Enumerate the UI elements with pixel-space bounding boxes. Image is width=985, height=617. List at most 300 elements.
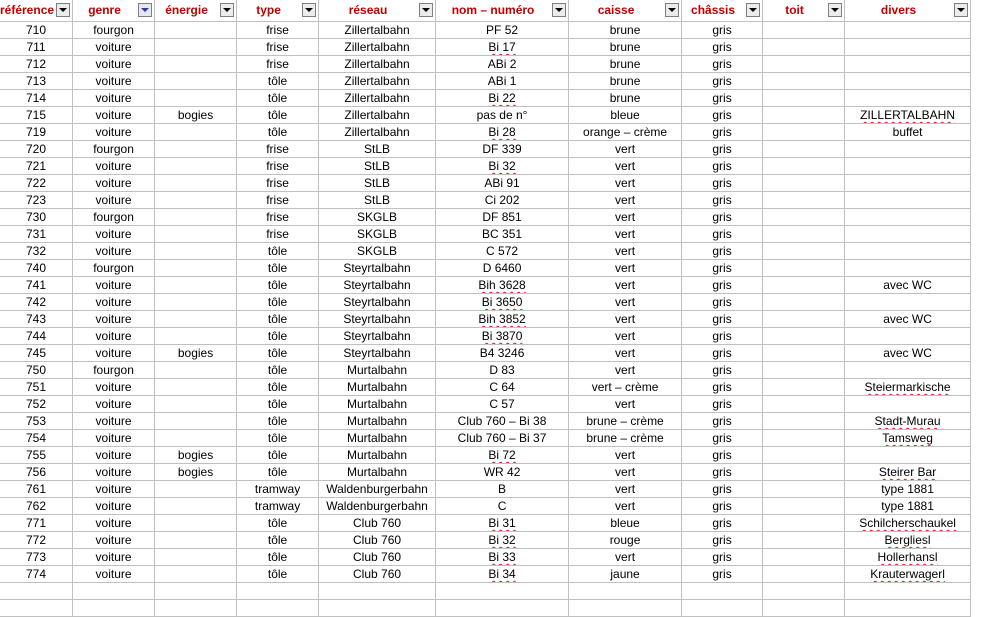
- cell-reseau[interactable]: Murtalbahn: [319, 447, 436, 464]
- empty-cell[interactable]: [682, 600, 763, 617]
- cell-reseau[interactable]: SKGLB: [319, 243, 436, 260]
- cell-caisse[interactable]: rouge: [569, 532, 682, 549]
- cell-chassis[interactable]: gris: [682, 532, 763, 549]
- cell-energie[interactable]: [155, 158, 237, 175]
- cell-reseau[interactable]: StLB: [319, 175, 436, 192]
- cell-energie[interactable]: [155, 141, 237, 158]
- cell-type[interactable]: tôle: [237, 328, 319, 345]
- filter-dropdown-icon[interactable]: [419, 3, 433, 17]
- cell-genre[interactable]: voiture: [73, 498, 155, 515]
- cell-genre[interactable]: voiture: [73, 379, 155, 396]
- cell-genre[interactable]: voiture: [73, 39, 155, 56]
- cell-reference[interactable]: 773: [0, 549, 73, 566]
- empty-cell[interactable]: [0, 600, 73, 617]
- cell-reseau[interactable]: Zillertalbahn: [319, 39, 436, 56]
- cell-energie[interactable]: [155, 396, 237, 413]
- cell-type[interactable]: tôle: [237, 566, 319, 583]
- empty-cell[interactable]: [73, 583, 155, 600]
- cell-divers[interactable]: Bergliesl: [845, 532, 971, 549]
- cell-type[interactable]: tôle: [237, 396, 319, 413]
- cell-genre[interactable]: voiture: [73, 413, 155, 430]
- cell-reseau[interactable]: Murtalbahn: [319, 396, 436, 413]
- cell-caisse[interactable]: vert: [569, 345, 682, 362]
- cell-divers[interactable]: ZILLERTALBAHN: [845, 107, 971, 124]
- cell-toit[interactable]: [763, 124, 845, 141]
- cell-toit[interactable]: [763, 73, 845, 90]
- cell-chassis[interactable]: gris: [682, 209, 763, 226]
- cell-type[interactable]: tôle: [237, 277, 319, 294]
- cell-energie[interactable]: [155, 294, 237, 311]
- cell-divers[interactable]: buffet: [845, 124, 971, 141]
- cell-chassis[interactable]: gris: [682, 39, 763, 56]
- cell-energie[interactable]: [155, 226, 237, 243]
- cell-divers[interactable]: [845, 226, 971, 243]
- cell-divers[interactable]: [845, 56, 971, 73]
- cell-reference[interactable]: 750: [0, 362, 73, 379]
- cell-type[interactable]: tôle: [237, 447, 319, 464]
- cell-reseau[interactable]: Steyrtalbahn: [319, 345, 436, 362]
- cell-chassis[interactable]: gris: [682, 464, 763, 481]
- cell-type[interactable]: frise: [237, 39, 319, 56]
- cell-caisse[interactable]: vert: [569, 158, 682, 175]
- cell-nom-numero[interactable]: C: [436, 498, 569, 515]
- cell-toit[interactable]: [763, 345, 845, 362]
- cell-reference[interactable]: 772: [0, 532, 73, 549]
- cell-chassis[interactable]: gris: [682, 396, 763, 413]
- cell-nom-numero[interactable]: Bi 3650: [436, 294, 569, 311]
- cell-type[interactable]: tôle: [237, 260, 319, 277]
- cell-reference[interactable]: 712: [0, 56, 73, 73]
- cell-chassis[interactable]: gris: [682, 175, 763, 192]
- cell-energie[interactable]: [155, 56, 237, 73]
- cell-reseau[interactable]: SKGLB: [319, 226, 436, 243]
- cell-type[interactable]: tôle: [237, 294, 319, 311]
- cell-energie[interactable]: [155, 192, 237, 209]
- cell-reseau[interactable]: Steyrtalbahn: [319, 311, 436, 328]
- cell-divers[interactable]: [845, 192, 971, 209]
- cell-caisse[interactable]: brune: [569, 39, 682, 56]
- cell-divers[interactable]: [845, 90, 971, 107]
- cell-divers[interactable]: type 1881: [845, 481, 971, 498]
- cell-chassis[interactable]: gris: [682, 277, 763, 294]
- cell-reference[interactable]: 721: [0, 158, 73, 175]
- cell-reference[interactable]: 731: [0, 226, 73, 243]
- cell-chassis[interactable]: gris: [682, 73, 763, 90]
- cell-toit[interactable]: [763, 277, 845, 294]
- cell-caisse[interactable]: vert: [569, 396, 682, 413]
- empty-cell[interactable]: [319, 600, 436, 617]
- cell-chassis[interactable]: gris: [682, 158, 763, 175]
- cell-caisse[interactable]: vert: [569, 175, 682, 192]
- cell-genre[interactable]: voiture: [73, 481, 155, 498]
- cell-nom-numero[interactable]: Bi 32: [436, 158, 569, 175]
- cell-reseau[interactable]: Zillertalbahn: [319, 124, 436, 141]
- cell-energie[interactable]: [155, 311, 237, 328]
- cell-nom-numero[interactable]: D 6460: [436, 260, 569, 277]
- cell-caisse[interactable]: vert: [569, 226, 682, 243]
- filter-dropdown-icon[interactable]: [302, 3, 316, 17]
- cell-divers[interactable]: type 1881: [845, 498, 971, 515]
- cell-chassis[interactable]: gris: [682, 566, 763, 583]
- cell-chassis[interactable]: gris: [682, 515, 763, 532]
- cell-reference[interactable]: 740: [0, 260, 73, 277]
- cell-genre[interactable]: voiture: [73, 396, 155, 413]
- cell-reseau[interactable]: Club 760: [319, 566, 436, 583]
- cell-type[interactable]: tôle: [237, 90, 319, 107]
- cell-type[interactable]: frise: [237, 22, 319, 39]
- cell-caisse[interactable]: vert: [569, 209, 682, 226]
- cell-chassis[interactable]: gris: [682, 362, 763, 379]
- cell-type[interactable]: frise: [237, 192, 319, 209]
- cell-genre[interactable]: fourgon: [73, 260, 155, 277]
- cell-reference[interactable]: 720: [0, 141, 73, 158]
- empty-cell[interactable]: [237, 583, 319, 600]
- cell-divers[interactable]: avec WC: [845, 345, 971, 362]
- empty-cell[interactable]: [319, 583, 436, 600]
- cell-nom-numero[interactable]: Bi 33: [436, 549, 569, 566]
- cell-divers[interactable]: Schilcherschaukel: [845, 515, 971, 532]
- cell-divers[interactable]: [845, 260, 971, 277]
- cell-caisse[interactable]: vert – crème: [569, 379, 682, 396]
- cell-energie[interactable]: [155, 413, 237, 430]
- cell-genre[interactable]: voiture: [73, 447, 155, 464]
- empty-cell[interactable]: [569, 583, 682, 600]
- cell-energie[interactable]: [155, 498, 237, 515]
- cell-genre[interactable]: voiture: [73, 175, 155, 192]
- cell-toit[interactable]: [763, 481, 845, 498]
- cell-reference[interactable]: 715: [0, 107, 73, 124]
- cell-reseau[interactable]: Waldenburgerbahn: [319, 481, 436, 498]
- cell-reseau[interactable]: Steyrtalbahn: [319, 294, 436, 311]
- cell-nom-numero[interactable]: Bi 17: [436, 39, 569, 56]
- cell-toit[interactable]: [763, 328, 845, 345]
- cell-nom-numero[interactable]: ABi 1: [436, 73, 569, 90]
- cell-type[interactable]: tôle: [237, 515, 319, 532]
- cell-caisse[interactable]: jaune: [569, 566, 682, 583]
- cell-nom-numero[interactable]: Club 760 – Bi 38: [436, 413, 569, 430]
- cell-genre[interactable]: fourgon: [73, 22, 155, 39]
- cell-chassis[interactable]: gris: [682, 294, 763, 311]
- cell-caisse[interactable]: vert: [569, 328, 682, 345]
- cell-reference[interactable]: 754: [0, 430, 73, 447]
- cell-toit[interactable]: [763, 362, 845, 379]
- cell-genre[interactable]: voiture: [73, 311, 155, 328]
- cell-reference[interactable]: 753: [0, 413, 73, 430]
- cell-toit[interactable]: [763, 413, 845, 430]
- cell-energie[interactable]: [155, 39, 237, 56]
- cell-divers[interactable]: Stadt-Murau: [845, 413, 971, 430]
- cell-toit[interactable]: [763, 396, 845, 413]
- cell-energie[interactable]: [155, 515, 237, 532]
- cell-caisse[interactable]: vert: [569, 549, 682, 566]
- cell-type[interactable]: tôle: [237, 464, 319, 481]
- cell-energie[interactable]: [155, 175, 237, 192]
- cell-reference[interactable]: 761: [0, 481, 73, 498]
- cell-type[interactable]: frise: [237, 209, 319, 226]
- cell-type[interactable]: tôle: [237, 362, 319, 379]
- cell-reseau[interactable]: Steyrtalbahn: [319, 260, 436, 277]
- cell-energie[interactable]: bogies: [155, 464, 237, 481]
- cell-divers[interactable]: [845, 243, 971, 260]
- cell-nom-numero[interactable]: Bi 22: [436, 90, 569, 107]
- cell-genre[interactable]: voiture: [73, 515, 155, 532]
- cell-energie[interactable]: [155, 73, 237, 90]
- cell-genre[interactable]: voiture: [73, 90, 155, 107]
- cell-reseau[interactable]: SKGLB: [319, 209, 436, 226]
- cell-genre[interactable]: voiture: [73, 328, 155, 345]
- cell-divers[interactable]: avec WC: [845, 277, 971, 294]
- cell-reseau[interactable]: Club 760: [319, 532, 436, 549]
- cell-genre[interactable]: voiture: [73, 430, 155, 447]
- cell-toit[interactable]: [763, 260, 845, 277]
- cell-type[interactable]: tôle: [237, 379, 319, 396]
- cell-genre[interactable]: voiture: [73, 277, 155, 294]
- cell-type[interactable]: tramway: [237, 481, 319, 498]
- cell-genre[interactable]: voiture: [73, 226, 155, 243]
- cell-chassis[interactable]: gris: [682, 498, 763, 515]
- cell-type[interactable]: tôle: [237, 549, 319, 566]
- cell-nom-numero[interactable]: Ci 202: [436, 192, 569, 209]
- filter-dropdown-icon[interactable]: [828, 3, 842, 17]
- cell-nom-numero[interactable]: ABi 91: [436, 175, 569, 192]
- cell-genre[interactable]: voiture: [73, 294, 155, 311]
- cell-divers[interactable]: avec WC: [845, 311, 971, 328]
- cell-chassis[interactable]: gris: [682, 481, 763, 498]
- cell-toit[interactable]: [763, 158, 845, 175]
- cell-energie[interactable]: [155, 532, 237, 549]
- cell-nom-numero[interactable]: B: [436, 481, 569, 498]
- cell-genre[interactable]: fourgon: [73, 209, 155, 226]
- cell-divers[interactable]: [845, 209, 971, 226]
- filter-dropdown-icon[interactable]: [665, 3, 679, 17]
- cell-toit[interactable]: [763, 294, 845, 311]
- cell-reseau[interactable]: StLB: [319, 158, 436, 175]
- cell-caisse[interactable]: vert: [569, 464, 682, 481]
- cell-chassis[interactable]: gris: [682, 192, 763, 209]
- cell-type[interactable]: tôle: [237, 413, 319, 430]
- cell-caisse[interactable]: vert: [569, 141, 682, 158]
- cell-toit[interactable]: [763, 447, 845, 464]
- cell-reference[interactable]: 710: [0, 22, 73, 39]
- cell-reference[interactable]: 755: [0, 447, 73, 464]
- cell-caisse[interactable]: bleue: [569, 515, 682, 532]
- cell-chassis[interactable]: gris: [682, 243, 763, 260]
- cell-toit[interactable]: [763, 90, 845, 107]
- cell-toit[interactable]: [763, 311, 845, 328]
- cell-reference[interactable]: 732: [0, 243, 73, 260]
- cell-genre[interactable]: voiture: [73, 532, 155, 549]
- cell-energie[interactable]: [155, 22, 237, 39]
- cell-toit[interactable]: [763, 209, 845, 226]
- cell-caisse[interactable]: brune: [569, 56, 682, 73]
- cell-reseau[interactable]: StLB: [319, 141, 436, 158]
- cell-type[interactable]: tôle: [237, 107, 319, 124]
- cell-caisse[interactable]: vert: [569, 294, 682, 311]
- cell-energie[interactable]: [155, 549, 237, 566]
- cell-energie[interactable]: [155, 362, 237, 379]
- cell-reference[interactable]: 762: [0, 498, 73, 515]
- cell-caisse[interactable]: vert: [569, 481, 682, 498]
- cell-energie[interactable]: [155, 277, 237, 294]
- cell-reseau[interactable]: Steyrtalbahn: [319, 328, 436, 345]
- cell-caisse[interactable]: brune: [569, 90, 682, 107]
- cell-toit[interactable]: [763, 532, 845, 549]
- cell-chassis[interactable]: gris: [682, 141, 763, 158]
- cell-genre[interactable]: voiture: [73, 124, 155, 141]
- empty-cell[interactable]: [436, 583, 569, 600]
- cell-nom-numero[interactable]: Bi 34: [436, 566, 569, 583]
- cell-reseau[interactable]: Murtalbahn: [319, 413, 436, 430]
- cell-divers[interactable]: [845, 73, 971, 90]
- cell-reseau[interactable]: StLB: [319, 192, 436, 209]
- cell-chassis[interactable]: gris: [682, 107, 763, 124]
- cell-type[interactable]: tôle: [237, 430, 319, 447]
- cell-toit[interactable]: [763, 56, 845, 73]
- filter-dropdown-icon[interactable]: [954, 3, 968, 17]
- cell-energie[interactable]: bogies: [155, 107, 237, 124]
- cell-energie[interactable]: [155, 566, 237, 583]
- cell-reseau[interactable]: Murtalbahn: [319, 464, 436, 481]
- cell-type[interactable]: frise: [237, 141, 319, 158]
- cell-genre[interactable]: voiture: [73, 107, 155, 124]
- cell-energie[interactable]: [155, 260, 237, 277]
- cell-chassis[interactable]: gris: [682, 328, 763, 345]
- cell-nom-numero[interactable]: ABi 2: [436, 56, 569, 73]
- cell-energie[interactable]: [155, 328, 237, 345]
- cell-chassis[interactable]: gris: [682, 413, 763, 430]
- cell-caisse[interactable]: bleue: [569, 107, 682, 124]
- cell-reseau[interactable]: Club 760: [319, 515, 436, 532]
- cell-reseau[interactable]: Zillertalbahn: [319, 22, 436, 39]
- cell-divers[interactable]: Steiermarkische: [845, 379, 971, 396]
- cell-reference[interactable]: 774: [0, 566, 73, 583]
- cell-genre[interactable]: voiture: [73, 566, 155, 583]
- filter-dropdown-icon[interactable]: [746, 3, 760, 17]
- cell-caisse[interactable]: brune – crème: [569, 430, 682, 447]
- cell-reference[interactable]: 771: [0, 515, 73, 532]
- cell-nom-numero[interactable]: Bi 32: [436, 532, 569, 549]
- empty-cell[interactable]: [436, 600, 569, 617]
- cell-chassis[interactable]: gris: [682, 345, 763, 362]
- cell-genre[interactable]: fourgon: [73, 141, 155, 158]
- filter-active-dropdown-icon[interactable]: [138, 3, 152, 17]
- cell-reseau[interactable]: Zillertalbahn: [319, 107, 436, 124]
- cell-divers[interactable]: [845, 294, 971, 311]
- cell-type[interactable]: tôle: [237, 73, 319, 90]
- cell-caisse[interactable]: vert: [569, 277, 682, 294]
- cell-type[interactable]: tôle: [237, 345, 319, 362]
- cell-chassis[interactable]: gris: [682, 549, 763, 566]
- cell-energie[interactable]: bogies: [155, 447, 237, 464]
- cell-energie[interactable]: [155, 243, 237, 260]
- cell-toit[interactable]: [763, 430, 845, 447]
- cell-reference[interactable]: 730: [0, 209, 73, 226]
- empty-cell[interactable]: [237, 600, 319, 617]
- cell-reseau[interactable]: Zillertalbahn: [319, 73, 436, 90]
- cell-type[interactable]: tôle: [237, 532, 319, 549]
- cell-genre[interactable]: fourgon: [73, 362, 155, 379]
- cell-divers[interactable]: [845, 175, 971, 192]
- cell-nom-numero[interactable]: pas de n°: [436, 107, 569, 124]
- cell-nom-numero[interactable]: B4 3246: [436, 345, 569, 362]
- empty-cell[interactable]: [845, 583, 971, 600]
- cell-caisse[interactable]: orange – crème: [569, 124, 682, 141]
- cell-nom-numero[interactable]: C 64: [436, 379, 569, 396]
- cell-toit[interactable]: [763, 39, 845, 56]
- cell-genre[interactable]: voiture: [73, 345, 155, 362]
- cell-caisse[interactable]: vert: [569, 362, 682, 379]
- cell-type[interactable]: tôle: [237, 311, 319, 328]
- cell-reference[interactable]: 744: [0, 328, 73, 345]
- cell-caisse[interactable]: brune: [569, 73, 682, 90]
- empty-cell[interactable]: [682, 583, 763, 600]
- cell-genre[interactable]: voiture: [73, 243, 155, 260]
- cell-toit[interactable]: [763, 107, 845, 124]
- cell-toit[interactable]: [763, 464, 845, 481]
- cell-toit[interactable]: [763, 498, 845, 515]
- cell-divers[interactable]: Hollerhansl: [845, 549, 971, 566]
- cell-chassis[interactable]: gris: [682, 56, 763, 73]
- cell-type[interactable]: tramway: [237, 498, 319, 515]
- cell-caisse[interactable]: vert: [569, 498, 682, 515]
- cell-toit[interactable]: [763, 566, 845, 583]
- cell-nom-numero[interactable]: C 572: [436, 243, 569, 260]
- cell-reference[interactable]: 714: [0, 90, 73, 107]
- cell-nom-numero[interactable]: Bi 31: [436, 515, 569, 532]
- cell-type[interactable]: frise: [237, 226, 319, 243]
- cell-reference[interactable]: 752: [0, 396, 73, 413]
- cell-type[interactable]: frise: [237, 175, 319, 192]
- empty-cell[interactable]: [0, 583, 73, 600]
- cell-nom-numero[interactable]: D 83: [436, 362, 569, 379]
- cell-reseau[interactable]: Murtalbahn: [319, 379, 436, 396]
- cell-divers[interactable]: [845, 362, 971, 379]
- cell-genre[interactable]: voiture: [73, 56, 155, 73]
- cell-nom-numero[interactable]: WR 42: [436, 464, 569, 481]
- cell-toit[interactable]: [763, 175, 845, 192]
- cell-energie[interactable]: [155, 379, 237, 396]
- cell-chassis[interactable]: gris: [682, 260, 763, 277]
- empty-cell[interactable]: [763, 583, 845, 600]
- cell-energie[interactable]: bogies: [155, 345, 237, 362]
- cell-nom-numero[interactable]: Bi 3870: [436, 328, 569, 345]
- empty-cell[interactable]: [73, 600, 155, 617]
- empty-cell[interactable]: [155, 600, 237, 617]
- cell-type[interactable]: frise: [237, 158, 319, 175]
- cell-toit[interactable]: [763, 549, 845, 566]
- cell-reference[interactable]: 743: [0, 311, 73, 328]
- cell-divers[interactable]: [845, 447, 971, 464]
- cell-energie[interactable]: [155, 209, 237, 226]
- cell-genre[interactable]: voiture: [73, 549, 155, 566]
- cell-nom-numero[interactable]: Bi 72: [436, 447, 569, 464]
- cell-caisse[interactable]: vert: [569, 192, 682, 209]
- cell-reference[interactable]: 756: [0, 464, 73, 481]
- cell-reseau[interactable]: Murtalbahn: [319, 362, 436, 379]
- cell-energie[interactable]: [155, 481, 237, 498]
- cell-chassis[interactable]: gris: [682, 379, 763, 396]
- cell-toit[interactable]: [763, 22, 845, 39]
- filter-dropdown-icon[interactable]: [552, 3, 566, 17]
- cell-chassis[interactable]: gris: [682, 124, 763, 141]
- cell-nom-numero[interactable]: Club 760 – Bi 37: [436, 430, 569, 447]
- empty-cell[interactable]: [845, 600, 971, 617]
- cell-chassis[interactable]: gris: [682, 22, 763, 39]
- cell-reference[interactable]: 722: [0, 175, 73, 192]
- cell-genre[interactable]: voiture: [73, 158, 155, 175]
- cell-reseau[interactable]: Zillertalbahn: [319, 90, 436, 107]
- cell-reseau[interactable]: Steyrtalbahn: [319, 277, 436, 294]
